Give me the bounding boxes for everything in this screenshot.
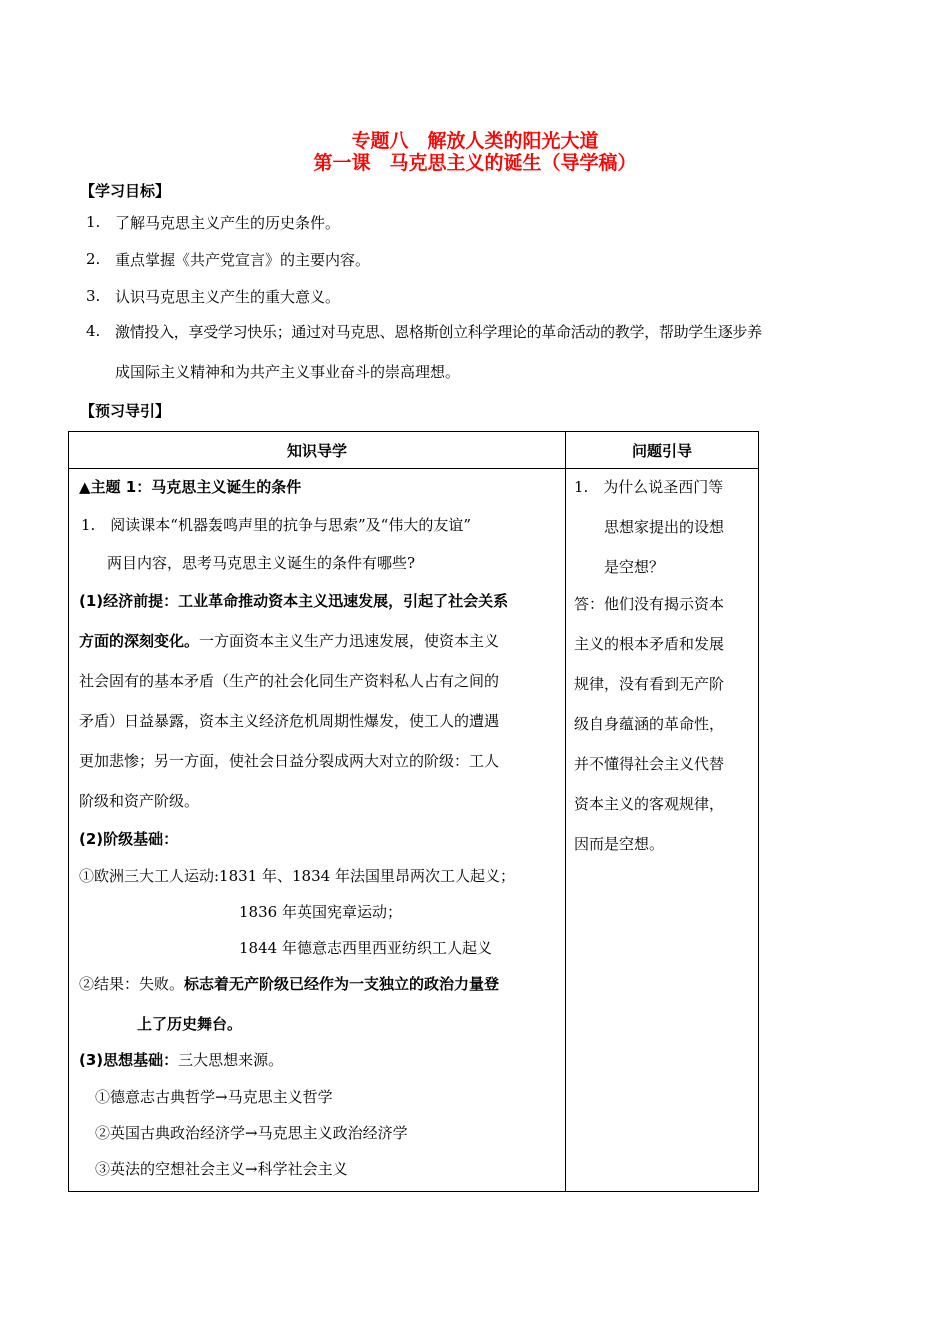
paragraph-line: 社会固有的基本矛盾（生产的社会化同生产资料私人占有之间的 xyxy=(79,672,500,690)
objective-text: 激情投入，享受学习快乐；通过对马克思、恩格斯创立科学理论的革命活动的教学，帮助学生逐步养 xyxy=(115,323,762,341)
thought-source: ②英国古典政治经济学→马克思主义政治经济学 xyxy=(95,1124,408,1142)
class-basis-heading: (2)阶级基础： xyxy=(79,830,179,848)
objective-text: 认识马克思主义产生的重大意义。 xyxy=(115,288,341,306)
objective-text: 重点掌握《共产党宣言》的主要内容。 xyxy=(115,251,371,269)
objective-text: 了解马克思主义产生的历史条件。 xyxy=(115,214,341,232)
bold-text: (3)思想基础： xyxy=(79,1051,179,1069)
question-line: 1. 阅读课本“机器轰鸣声里的抗争与思索”及“伟大的友谊” xyxy=(81,516,471,534)
title-lesson: 第一课 马克思主义的诞生（导学稿） xyxy=(313,152,637,174)
objective-number: 2. xyxy=(86,250,101,268)
topic-heading: ▲主题 1：马克思主义诞生的条件 xyxy=(79,478,302,496)
header-knowledge: 知识导学 xyxy=(69,432,566,469)
bold-text: 标志着无产阶级已经作为一支独立的政治力量登 xyxy=(184,975,500,993)
paragraph-line: 更加悲惨；另一方面，使社会日益分裂成两大对立的阶级：工人 xyxy=(79,752,500,770)
title-topic: 专题八 解放人类的阳光大道 xyxy=(351,130,599,152)
economic-premise: (1)经济前提：工业革命推动资本主义迅速发展，引起了社会关系 xyxy=(79,592,509,610)
objective-number: 4. xyxy=(86,322,101,340)
answer-line: 规律，没有看到无产阶 xyxy=(574,675,725,693)
question-line: 两目内容，思考马克思主义诞生的条件有哪些? xyxy=(107,554,416,572)
thought-source: ①德意志古典哲学→马克思主义哲学 xyxy=(95,1088,333,1106)
plain-text: 三大思想来源。 xyxy=(178,1051,284,1069)
answer-line: 并不懂得社会主义代替 xyxy=(574,755,725,773)
guide-question: 思想家提出的设想 xyxy=(604,518,725,536)
guide-question: 1. 为什么说圣西门等 xyxy=(574,478,724,496)
answer-line: 答：他们没有揭示资本 xyxy=(574,595,725,613)
answer-line: 级自身蕴涵的革命性， xyxy=(574,715,725,733)
plain-text: 一方面资本主义生产力迅速发展，使资本主义 xyxy=(199,632,500,650)
answer-line: 资本主义的客观规律， xyxy=(574,795,725,813)
workers-movement: ①欧洲三大工人运动:1831 年、1834 年法国里昂两次工人起义； xyxy=(79,867,515,885)
paragraph-line: 阶级和资产阶级。 xyxy=(79,792,200,810)
question-cell xyxy=(566,469,759,1192)
header-questions: 问题引导 xyxy=(566,432,759,469)
objective-text-continued: 成国际主义精神和为共产主义事业奋斗的崇高理想。 xyxy=(115,363,461,381)
objectives-heading: 【学习目标】 xyxy=(80,182,171,200)
guide-question: 是空想？ xyxy=(604,558,665,576)
thought-basis-line xyxy=(79,1050,283,1070)
paragraph-line xyxy=(79,631,499,651)
objective-number: 3. xyxy=(86,287,101,305)
table-header-row xyxy=(69,432,759,469)
thought-source: ③英法的空想社会主义→科学社会主义 xyxy=(95,1160,348,1178)
paragraph-line: 矛盾）日益暴露，资本主义经济危机周期性爆发，使工人的遭遇 xyxy=(79,712,500,730)
bold-text: 方面的深刻变化。 xyxy=(79,632,200,650)
result-line xyxy=(79,974,499,994)
workers-movement: 1844 年德意志西里西亚纺织工人起义 xyxy=(239,939,492,957)
answer-line: 因而是空想。 xyxy=(574,835,665,853)
plain-text: ②结果：失败。 xyxy=(79,975,185,993)
table-row xyxy=(69,469,759,1192)
workers-movement: 1836 年英国宪章运动； xyxy=(239,903,402,921)
preview-heading: 【预习导引】 xyxy=(80,402,171,420)
knowledge-cell xyxy=(69,469,566,1192)
answer-line: 主义的根本矛盾和发展 xyxy=(574,635,725,653)
preview-table xyxy=(68,431,759,1192)
objective-number: 1. xyxy=(86,213,101,231)
result-line-bold: 上了历史舞台。 xyxy=(137,1015,243,1033)
